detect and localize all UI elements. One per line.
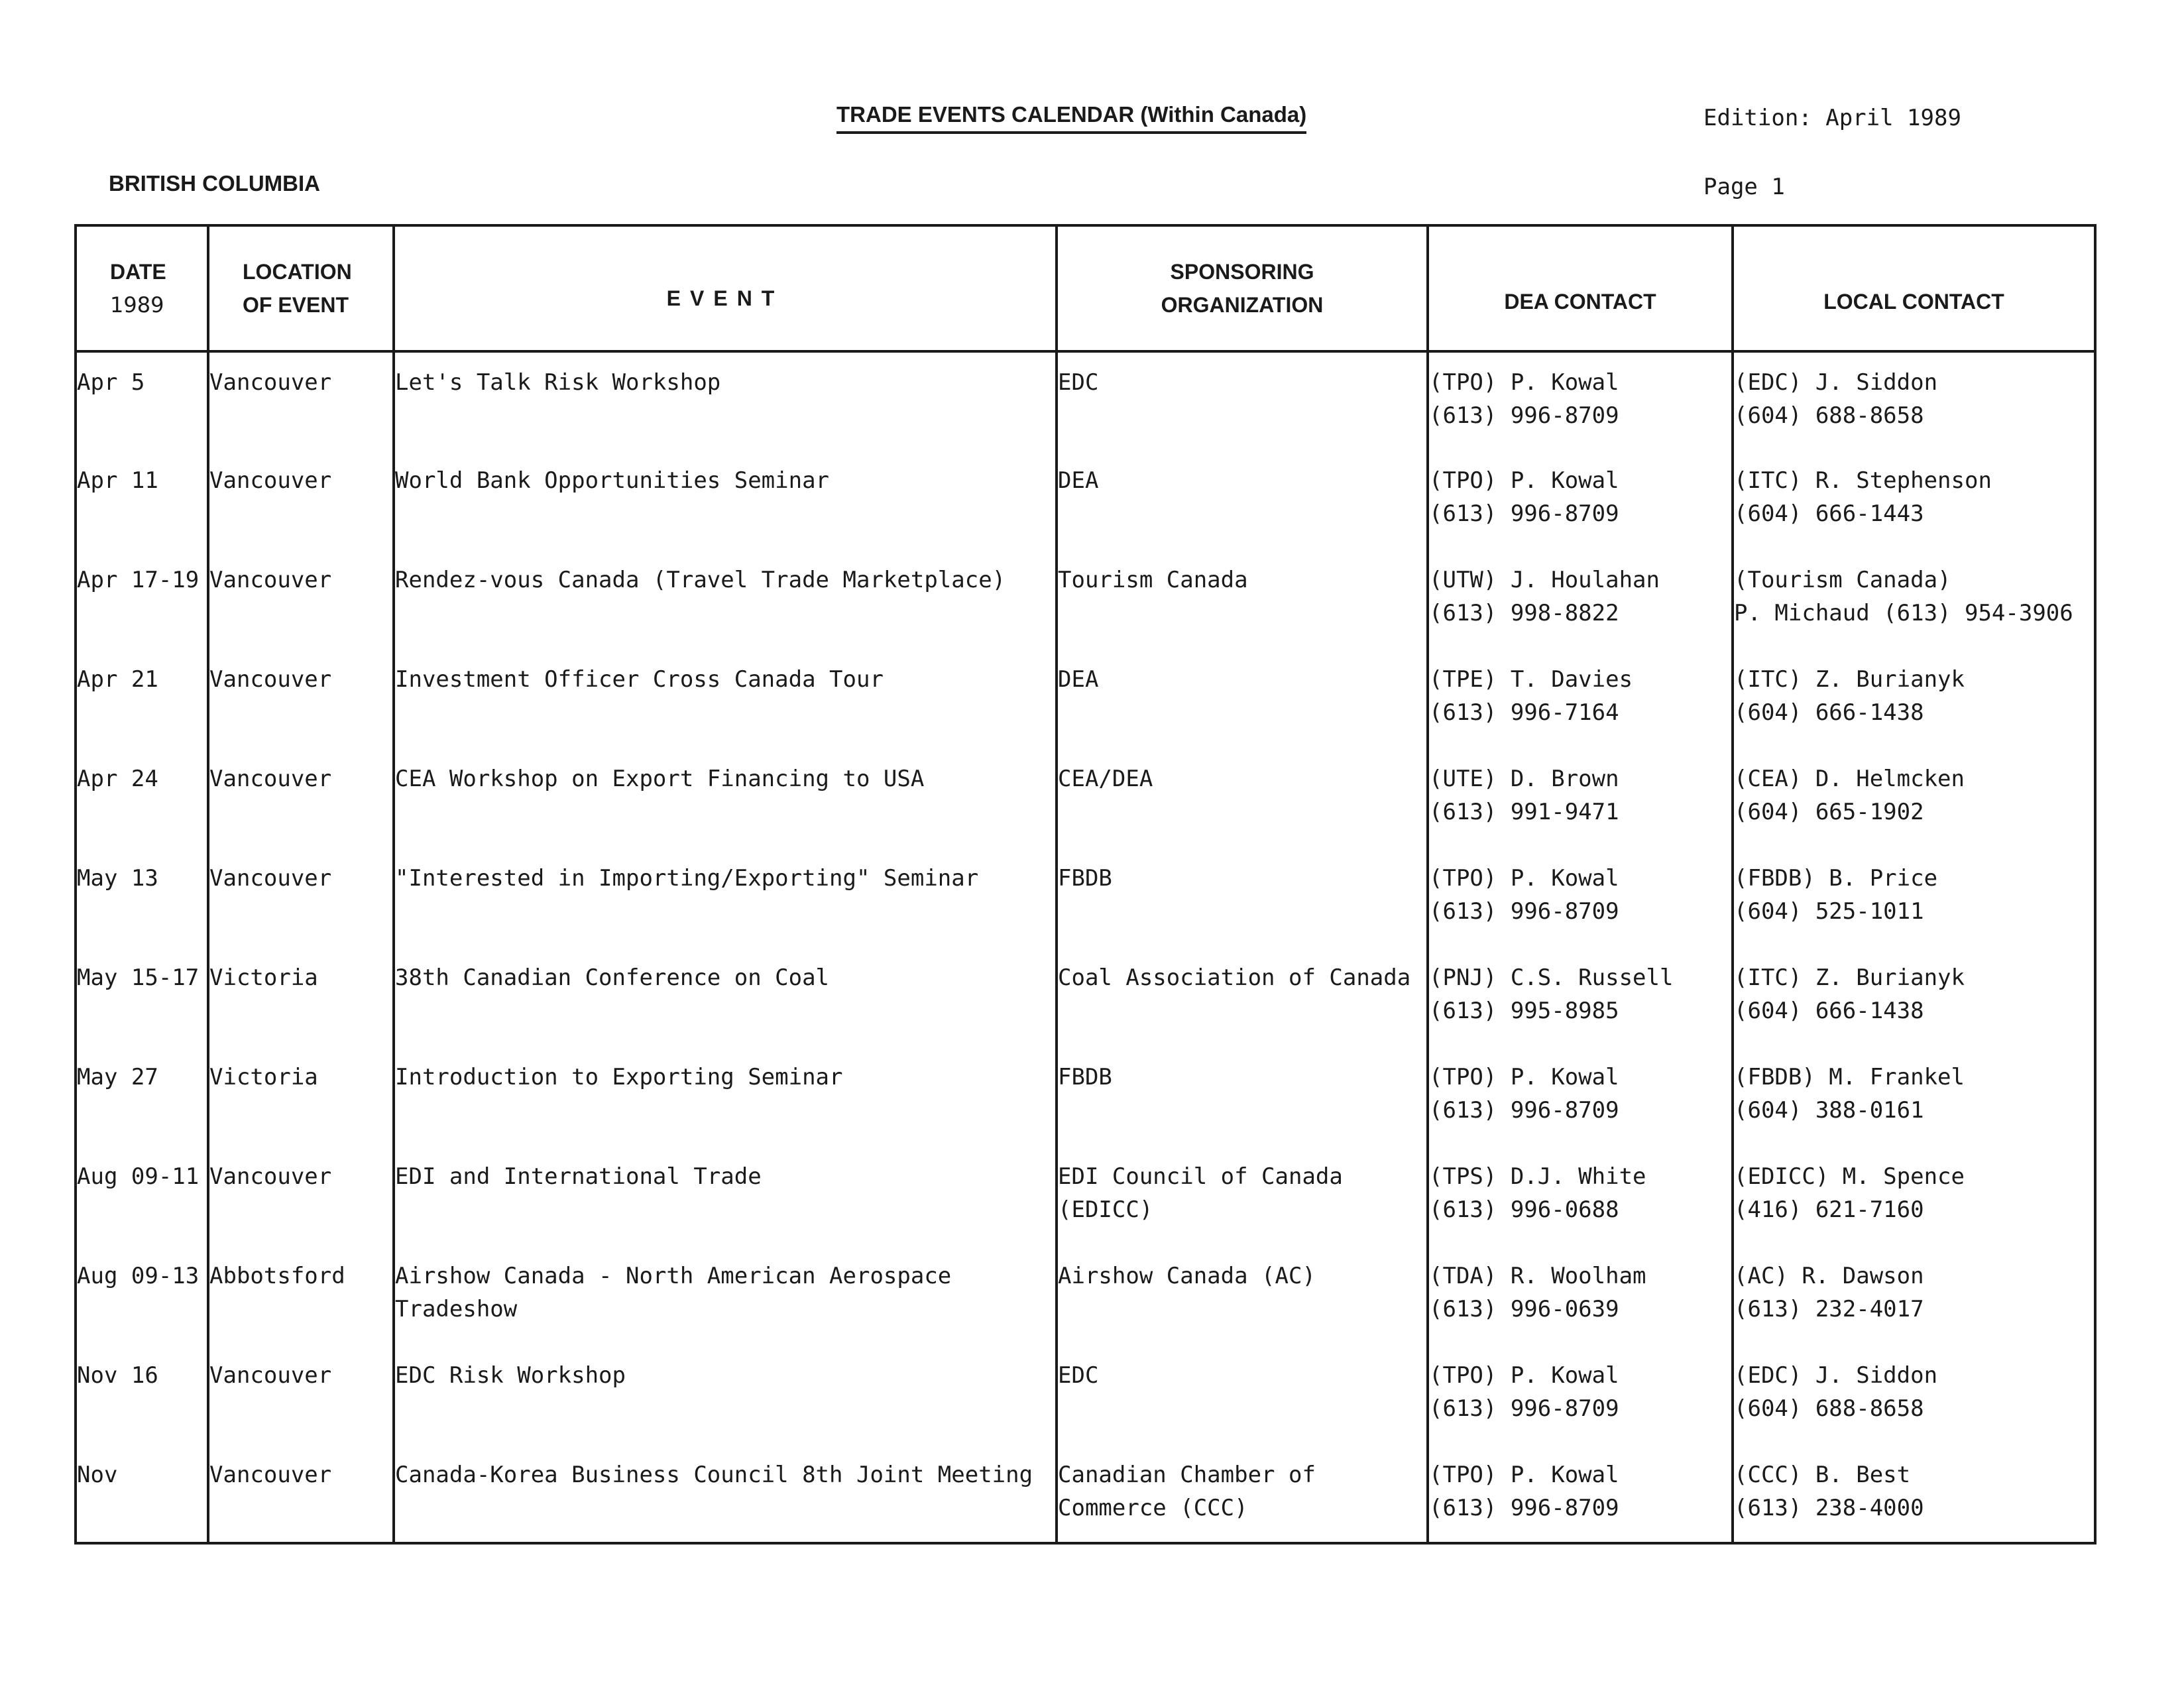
- event-name-line: EDC Risk Workshop: [395, 1362, 626, 1389]
- event-name-line: 38th Canadian Conference on Coal: [395, 964, 830, 991]
- event-name-line: EDI and International Trade: [395, 1163, 762, 1190]
- dea-contact-line: (PNJ) C.S. Russell: [1429, 964, 1674, 991]
- edition-label: Edition: April 1989: [1703, 105, 1961, 131]
- col-header-event: EVENT: [394, 225, 1057, 351]
- events-table: [74, 224, 2097, 1544]
- event-name: [394, 1147, 1057, 1246]
- local-contact-line: (FBDB) M. Frankel: [1734, 1064, 1965, 1090]
- event-location: Vancouver: [208, 1147, 394, 1246]
- dea-contact: [1428, 1147, 1733, 1246]
- table-row: [76, 749, 2095, 848]
- dea-contact-line: (613) 996-7164: [1429, 699, 1619, 726]
- local-contact-line: (ITC) R. Stephenson: [1734, 467, 1992, 494]
- event-date: Apr 17-19: [76, 550, 208, 650]
- local-contact-line: (416) 621-7160: [1734, 1196, 1924, 1223]
- local-contact-line: (604) 688-8658: [1734, 1395, 1924, 1422]
- col-header-sponsor: SPONSORING ORGANIZATION: [1057, 225, 1428, 351]
- table-row: [76, 1047, 2095, 1147]
- sponsoring-organization: [1057, 848, 1428, 948]
- table-row: [76, 451, 2095, 550]
- event-date: May 13: [76, 848, 208, 948]
- local-contact-line: (Tourism Canada): [1734, 567, 1951, 593]
- sponsoring-organization-line: DEA: [1058, 467, 1099, 494]
- event-name: [394, 948, 1057, 1047]
- event-name-line: Investment Officer Cross Canada Tour: [395, 666, 884, 693]
- event-name: [394, 1445, 1057, 1543]
- event-location: Vancouver: [208, 351, 394, 451]
- event-date: Aug 09-11: [76, 1147, 208, 1246]
- local-contact-line: (EDC) J. Siddon: [1734, 1362, 1938, 1389]
- event-location: Vancouver: [208, 650, 394, 749]
- local-contact-line: (604) 688-8658: [1734, 402, 1924, 429]
- table-row: [76, 1246, 2095, 1346]
- dea-contact: [1428, 848, 1733, 948]
- local-contact: [1733, 351, 2095, 451]
- table-row: [76, 848, 2095, 948]
- table-row: [76, 1445, 2095, 1543]
- local-contact-line: (604) 388-0161: [1734, 1097, 1924, 1124]
- sponsoring-organization: [1057, 948, 1428, 1047]
- event-name-line: "Interested in Importing/Exporting" Seminar: [395, 865, 979, 892]
- dea-contact-line: (TPO) P. Kowal: [1429, 369, 1619, 396]
- local-contact-line: (604) 666-1438: [1734, 998, 1924, 1024]
- event-name: [394, 550, 1057, 650]
- dea-contact: [1428, 948, 1733, 1047]
- sponsoring-organization: [1057, 550, 1428, 650]
- sponsoring-organization-line: DEA: [1058, 666, 1099, 693]
- table-row: [76, 550, 2095, 650]
- dea-contact: [1428, 451, 1733, 550]
- event-date: Apr 5: [76, 351, 208, 451]
- local-contact: [1733, 550, 2095, 650]
- col-header-local-contact: LOCAL CONTACT: [1733, 225, 2095, 351]
- table-row: [76, 351, 2095, 451]
- dea-contact-line: (TDA) R. Woolham: [1429, 1263, 1646, 1289]
- sponsoring-organization-line: (EDICC): [1058, 1196, 1153, 1223]
- sponsoring-organization-line: Canadian Chamber of: [1058, 1462, 1316, 1488]
- table-row: [76, 1346, 2095, 1445]
- local-contact-line: P. Michaud (613) 954-3906: [1734, 600, 2073, 626]
- event-location: Vancouver: [208, 1346, 394, 1445]
- event-location: Victoria: [208, 948, 394, 1047]
- dea-contact-line: (TPO) P. Kowal: [1429, 1064, 1619, 1090]
- dea-contact: [1428, 749, 1733, 848]
- sponsoring-organization: [1057, 749, 1428, 848]
- dea-contact-line: (TPO) P. Kowal: [1429, 1462, 1619, 1488]
- event-location: Vancouver: [208, 848, 394, 948]
- sponsoring-organization-line: Tourism Canada: [1058, 567, 1248, 593]
- event-name-line: Canada-Korea Business Council 8th Joint Meeting: [395, 1462, 1033, 1488]
- dea-contact-line: (613) 998-8822: [1429, 600, 1619, 626]
- sponsoring-organization: [1057, 1445, 1428, 1543]
- event-name-line: Tradeshow: [395, 1296, 518, 1322]
- sponsoring-organization-line: Coal Association of Canada: [1058, 964, 1411, 991]
- sponsoring-organization-line: FBDB: [1058, 865, 1112, 892]
- sponsoring-organization-line: EDI Council of Canada: [1058, 1163, 1343, 1190]
- dea-contact: [1428, 650, 1733, 749]
- event-location: Vancouver: [208, 451, 394, 550]
- local-contact: [1733, 749, 2095, 848]
- local-contact-line: (604) 666-1438: [1734, 699, 1924, 726]
- sponsoring-organization: [1057, 351, 1428, 451]
- dea-contact-line: (TPO) P. Kowal: [1429, 865, 1619, 892]
- dea-contact: [1428, 1346, 1733, 1445]
- document-title: TRADE EVENTS CALENDAR (Within Canada): [836, 102, 1306, 134]
- local-contact-line: (ITC) Z. Burianyk: [1734, 964, 1965, 991]
- sponsoring-organization: [1057, 1346, 1428, 1445]
- sponsoring-organization-line: Commerce (CCC): [1058, 1495, 1248, 1521]
- event-date: Nov: [76, 1445, 208, 1543]
- event-location: Vancouver: [208, 550, 394, 650]
- event-name-line: Introduction to Exporting Seminar: [395, 1064, 843, 1090]
- event-name: [394, 1246, 1057, 1346]
- event-name: [394, 1047, 1057, 1147]
- dea-contact-line: (TPO) P. Kowal: [1429, 1362, 1619, 1389]
- sponsoring-organization-line: EDC: [1058, 369, 1099, 396]
- local-contact: [1733, 1147, 2095, 1246]
- local-contact: [1733, 650, 2095, 749]
- sponsoring-organization-line: CEA/DEA: [1058, 766, 1153, 792]
- col-header-location: LOCATION OF EVENT: [208, 225, 394, 351]
- event-name-line: Airshow Canada - North American Aerospace: [395, 1263, 952, 1289]
- dea-contact-line: (613) 996-8709: [1429, 1495, 1619, 1521]
- local-contact-line: (EDICC) M. Spence: [1734, 1163, 1965, 1190]
- event-date: Apr 24: [76, 749, 208, 848]
- page-number: Page 1: [1703, 174, 1785, 200]
- local-contact-line: (604) 525-1011: [1734, 898, 1924, 925]
- event-location: Victoria: [208, 1047, 394, 1147]
- event-location: Vancouver: [208, 1445, 394, 1543]
- local-contact: [1733, 1047, 2095, 1147]
- local-contact-line: (CCC) B. Best: [1734, 1462, 1911, 1488]
- event-location: Vancouver: [208, 749, 394, 848]
- event-name-line: Rendez-vous Canada (Travel Trade Marketplace): [395, 567, 1006, 593]
- event-name: [394, 1346, 1057, 1445]
- event-date: Nov 16: [76, 1346, 208, 1445]
- event-name-line: Let's Talk Risk Workshop: [395, 369, 721, 396]
- dea-contact: [1428, 550, 1733, 650]
- sponsoring-organization-line: FBDB: [1058, 1064, 1112, 1090]
- sponsoring-organization-line: EDC: [1058, 1362, 1099, 1389]
- dea-contact-line: (UTW) J. Houlahan: [1429, 567, 1660, 593]
- dea-contact-line: (TPO) P. Kowal: [1429, 467, 1619, 494]
- dea-contact-line: (613) 996-0639: [1429, 1296, 1619, 1322]
- dea-contact-line: (TPS) D.J. White: [1429, 1163, 1646, 1190]
- event-date: May 15-17: [76, 948, 208, 1047]
- local-contact: [1733, 451, 2095, 550]
- region-heading: BRITISH COLUMBIA: [109, 171, 320, 196]
- table-header-row: [76, 225, 2095, 351]
- table-row: [76, 650, 2095, 749]
- local-contact: [1733, 848, 2095, 948]
- local-contact: [1733, 1246, 2095, 1346]
- dea-contact: [1428, 1445, 1733, 1543]
- local-contact-line: (613) 232-4017: [1734, 1296, 1924, 1322]
- event-name: [394, 749, 1057, 848]
- local-contact-line: (EDC) J. Siddon: [1734, 369, 1938, 396]
- sponsoring-organization: [1057, 451, 1428, 550]
- event-name: [394, 650, 1057, 749]
- event-location: Abbotsford: [208, 1246, 394, 1346]
- event-name-line: CEA Workshop on Export Financing to USA: [395, 766, 925, 792]
- dea-contact-line: (UTE) D. Brown: [1429, 766, 1619, 792]
- col-header-dea-contact: DEA CONTACT: [1428, 225, 1733, 351]
- event-date: May 27: [76, 1047, 208, 1147]
- dea-contact-line: (613) 991-9471: [1429, 799, 1619, 825]
- table-row: [76, 948, 2095, 1047]
- dea-contact: [1428, 1047, 1733, 1147]
- sponsoring-organization: [1057, 1246, 1428, 1346]
- event-date: Aug 09-13: [76, 1246, 208, 1346]
- dea-contact-line: (613) 996-8709: [1429, 402, 1619, 429]
- table-row: [76, 1147, 2095, 1246]
- col-header-date: DATE 1989: [76, 225, 208, 351]
- local-contact-line: (FBDB) B. Price: [1734, 865, 1938, 892]
- dea-contact-line: (613) 996-0688: [1429, 1196, 1619, 1223]
- event-name-line: World Bank Opportunities Seminar: [395, 467, 830, 494]
- event-date: Apr 21: [76, 650, 208, 749]
- local-contact-line: (AC) R. Dawson: [1734, 1263, 1924, 1289]
- local-contact: [1733, 1346, 2095, 1445]
- local-contact-line: (613) 238-4000: [1734, 1495, 1924, 1521]
- sponsoring-organization: [1057, 1047, 1428, 1147]
- event-date: Apr 11: [76, 451, 208, 550]
- local-contact: [1733, 948, 2095, 1047]
- dea-contact-line: (613) 995-8985: [1429, 998, 1619, 1024]
- local-contact: [1733, 1445, 2095, 1543]
- local-contact-line: (604) 666-1443: [1734, 500, 1924, 527]
- event-name: [394, 451, 1057, 550]
- local-contact-line: (ITC) Z. Burianyk: [1734, 666, 1965, 693]
- dea-contact-line: (TPE) T. Davies: [1429, 666, 1633, 693]
- dea-contact: [1428, 1246, 1733, 1346]
- sponsoring-organization-line: Airshow Canada (AC): [1058, 1263, 1316, 1289]
- event-name: [394, 351, 1057, 451]
- local-contact-line: (604) 665-1902: [1734, 799, 1924, 825]
- sponsoring-organization: [1057, 650, 1428, 749]
- sponsoring-organization: [1057, 1147, 1428, 1246]
- dea-contact-line: (613) 996-8709: [1429, 1097, 1619, 1124]
- local-contact-line: (CEA) D. Helmcken: [1734, 766, 1965, 792]
- dea-contact-line: (613) 996-8709: [1429, 500, 1619, 527]
- event-name: [394, 848, 1057, 948]
- dea-contact: [1428, 351, 1733, 451]
- dea-contact-line: (613) 996-8709: [1429, 898, 1619, 925]
- dea-contact-line: (613) 996-8709: [1429, 1395, 1619, 1422]
